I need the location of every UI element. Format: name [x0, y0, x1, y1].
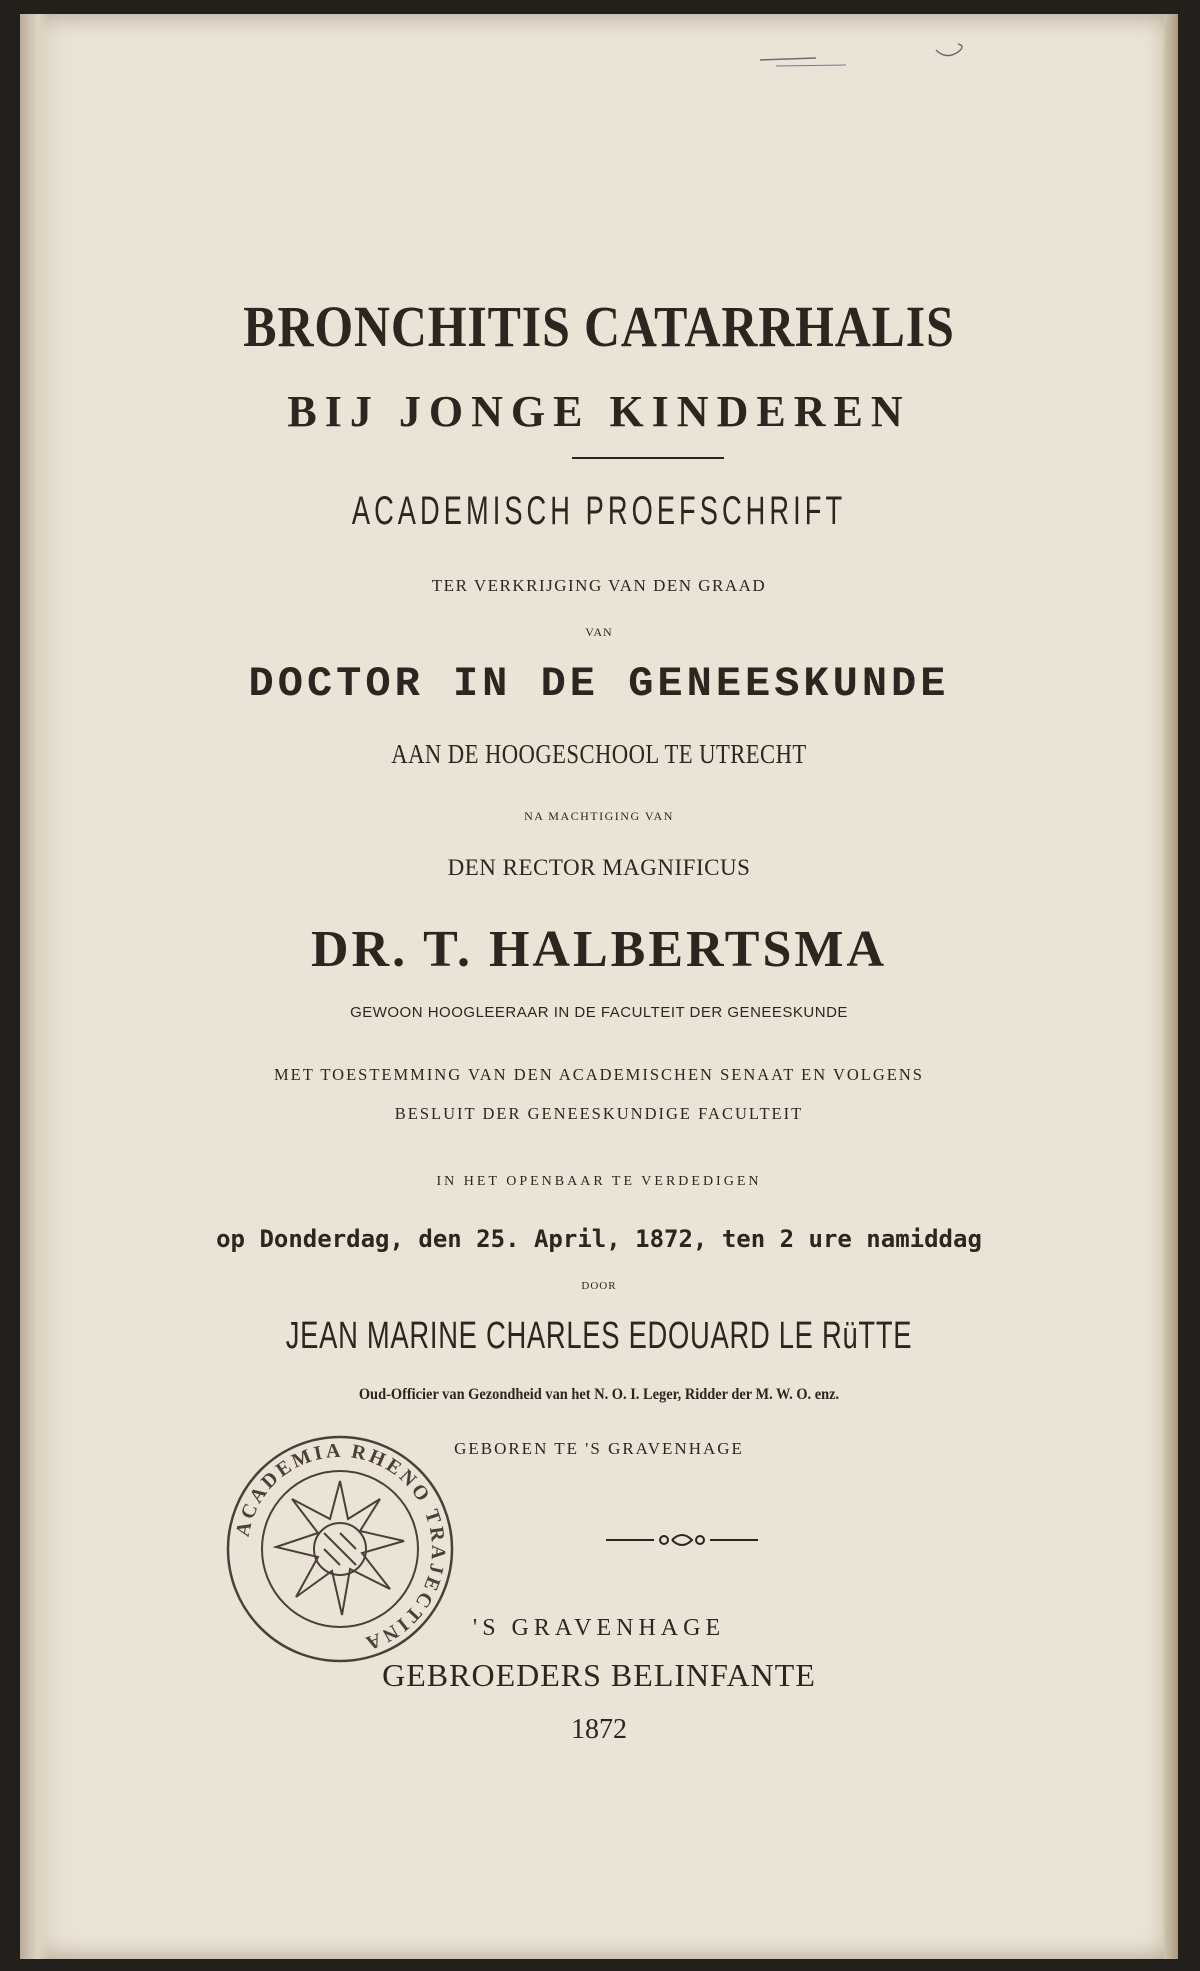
- rector-position: GEWOON HOOGLEERAAR IN DE FACULTEIT DER GENEESKUNDE: [350, 1004, 848, 1021]
- publication-year: 1872: [571, 1714, 627, 1745]
- by-label: DOOR: [581, 1280, 617, 1292]
- svg-text:ACADEMIA RHENO TRAJECTINA: ACADEMIA RHENO TRAJECTINA: [231, 1439, 450, 1655]
- author-name: JEAN MARINE CHARLES EDOUARD LE RüTTE: [285, 1315, 913, 1357]
- rector-name-line: [20, 921, 1178, 978]
- consent-line-1: MET TOESTEMMING VAN DEN ACADEMISCHEN SENAAT EN VOLGENS: [274, 1065, 924, 1084]
- subtitle: ACADEMISCH PROEFSCHRIFT: [351, 489, 847, 533]
- pencil-mark: [736, 36, 996, 76]
- publisher-name: GEBROEDERS BELINFANTE: [382, 1657, 816, 1693]
- rector-name: T. HALBERTSMA: [423, 921, 887, 978]
- purpose-van: VAN: [585, 625, 613, 639]
- divider-rule: [572, 457, 724, 459]
- publisher-city: 'S GRAVENHAGE: [472, 1615, 726, 1641]
- author-birthplace: GEBOREN TE 'S GRAVENHAGE: [454, 1439, 744, 1458]
- authorization: NA MACHTIGING VAN: [524, 809, 674, 823]
- university: AAN DE HOOGESCHOOL TE UTRECHT: [391, 739, 807, 769]
- purpose-line: TER VERKRIJGING VAN DEN GRAAD: [431, 576, 767, 595]
- degree: DOCTOR IN DE GENEESKUNDE: [248, 660, 950, 708]
- defense-date: op Donderdag, den 25. April, 1872, ten 2 ure namiddag: [216, 1225, 982, 1253]
- rector-title: DEN RECTOR MAGNIFICUS: [447, 855, 751, 880]
- ornament-divider: [602, 1527, 762, 1553]
- consent-line-2: BESLUIT DER GENEESKUNDIGE FACULTEIT: [394, 1104, 804, 1123]
- title-line-2: BIJ JONGE KINDEREN: [287, 387, 911, 436]
- title-line-1: BRONCHITIS CATARRHALIS: [243, 294, 955, 359]
- university-seal-stamp: [220, 1429, 460, 1669]
- author-description: Oud-Officier van Gezondheid van het N. O. I. Leger, Ridder der M. W. O. enz.: [358, 1386, 840, 1403]
- consent-line-3: IN HET OPENBAAR TE VERDEDIGEN: [436, 1174, 762, 1189]
- title-page: [20, 14, 1178, 1959]
- rector-prefix: DR.: [310, 921, 409, 978]
